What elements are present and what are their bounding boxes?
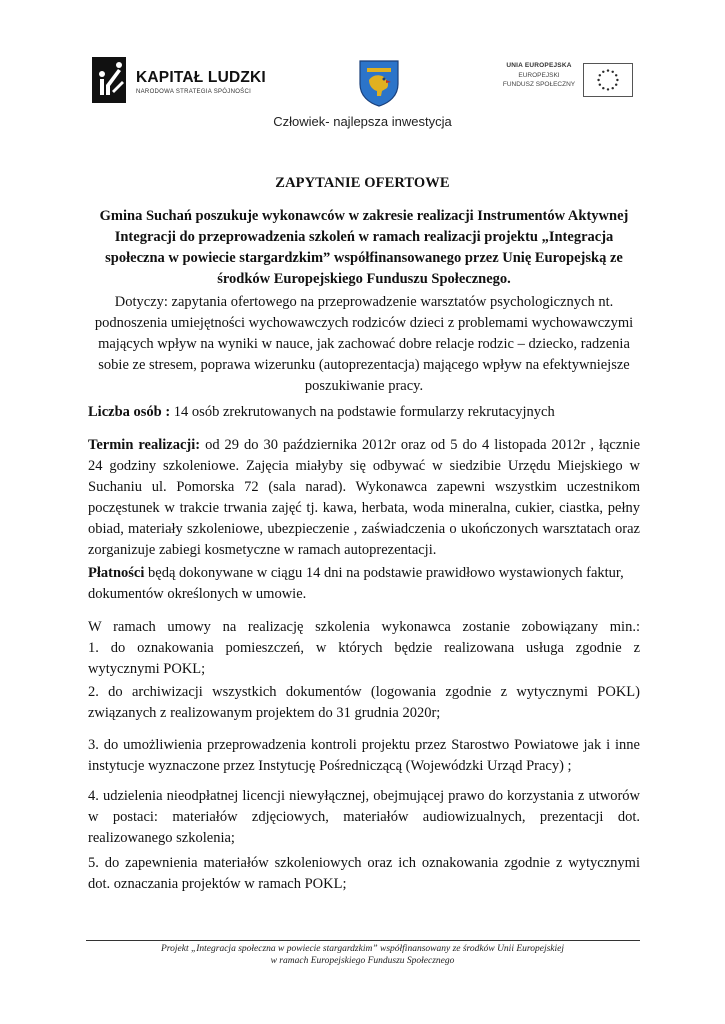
schedule-line: obiad, materiały szkoleniowe, ubezpieczenie , zaświadczenia o ukończonych warsztatach oraz bbox=[88, 521, 640, 537]
eu-logo-text bbox=[500, 60, 578, 88]
schedule-line: zorganizuje zabiegi kosmetyczne w ramach autoprezentacji. bbox=[88, 542, 437, 558]
schedule-label: Termin realizacji: bbox=[88, 437, 201, 453]
obligation-item-4-line: w postaci: materiałów zdjęciowych, materiałów audiowizualnych, prezentacji dot. bbox=[88, 809, 640, 825]
subject-line: Dotyczy: zapytania ofertowego na przeprowadzenie warsztatów psychologicznych nt. bbox=[114, 294, 614, 310]
obligation-item-2-line: 2. do archiwizacji wszystkich dokumentów (logowania zgodnie z wytycznymi POKL) bbox=[88, 684, 640, 700]
obligations-intro: W ramach umowy na realizację szkolenia wykonawca zostanie zobowiązany min.: bbox=[88, 619, 640, 635]
schedule-line bbox=[88, 435, 640, 456]
schedule-line: poczęstunek w trakcie trwania zajęć tj. kawa, herbata, woda mineralna, cukier, ciastka, pełny bbox=[88, 500, 640, 516]
subject-line: poszukiwanie pracy. bbox=[304, 378, 424, 394]
participants-paragraph bbox=[88, 402, 640, 423]
obligation-item-3 bbox=[88, 735, 640, 777]
motto: Człowiek- najlepsza inwestycja bbox=[273, 114, 452, 129]
subject-line: mających wpływ na wyniki w nauce, jak zachować dobre relacje rodzic – dziecko, radzenia bbox=[98, 336, 630, 352]
eu-flag-icon bbox=[583, 63, 633, 97]
obligation-item-4-line: realizowanego szkolenia; bbox=[88, 830, 235, 846]
coat-of-arms-icon bbox=[357, 58, 401, 108]
intro-line: społeczna w powiecie stargardzkim” współfinansowanego przez Unię Europejską ze bbox=[105, 250, 623, 266]
obligation-item-2-line: związanych z realizowanym projektem do 31 grudnia 2020r; bbox=[88, 705, 441, 721]
participants-value: 14 osób zrekrutowanych na podstawie formularzy rekrutacyjnych bbox=[170, 404, 555, 420]
payments-first-line: będą dokonywane w ciągu 14 dni na podstawie prawidłowo wystawionych faktur, bbox=[144, 565, 624, 581]
footer-line: Projekt „Integracja społeczna w powiecie stargardzkim” współfinansowany ze środków Unii Europejskiej bbox=[160, 944, 565, 954]
kapital-ludzki-title: KAPITAŁ LUDZKI bbox=[136, 69, 266, 86]
obligation-item-5 bbox=[88, 853, 640, 895]
obligation-item-5-line: dot. oznaczania projektów w ramach POKL; bbox=[88, 876, 347, 892]
schedule-line: 24 godziny szkoleniowe. Zajęcia miałyby się odbywać w siedzibie Urzędu Miejskiego w bbox=[88, 458, 640, 474]
obligations-paragraph bbox=[88, 617, 640, 680]
footer-divider bbox=[86, 940, 640, 941]
eu-logo bbox=[500, 60, 635, 100]
obligation-item-2 bbox=[88, 682, 640, 724]
footer bbox=[0, 943, 725, 967]
footer-line: w ramach Europejskiego Funduszu Społecznego bbox=[270, 956, 455, 966]
intro-line: Gmina Suchań poszukuje wykonawców w zakresie realizacji Instrumentów Aktywnej bbox=[99, 208, 629, 224]
obligation-item-3-line: 3. do umożliwienia przeprowadzenia kontroli projektu przez Starostwo Powiatowe jak i inne bbox=[88, 737, 640, 753]
payments-line bbox=[88, 563, 640, 584]
obligation-item-4-line: 4. udzielenia nieodpłatnej licencji niewyłącznej, obejmującej prawo do korzystania z utworów bbox=[88, 788, 640, 804]
kapital-ludzki-mark-icon bbox=[92, 55, 132, 105]
payments-line: dokumentów określonych w umowie. bbox=[88, 586, 307, 602]
eu-logo-line1: UNIA EUROPEJSKA bbox=[506, 62, 572, 69]
participants-line bbox=[88, 402, 640, 423]
obligation-item-4 bbox=[88, 786, 640, 849]
eu-logo-line3: FUNDUSZ SPOŁECZNY bbox=[502, 81, 576, 88]
payments-paragraph bbox=[88, 563, 640, 605]
intro-paragraph bbox=[88, 206, 640, 290]
intro-line: Integracji do przeprowadzenia szkoleń w ramach realizacji projektu „Integracja bbox=[114, 229, 614, 245]
subject-paragraph bbox=[88, 292, 640, 397]
subject-line: podnoszenia umiejętności wychowawczych rodziców dzieci z problemami wychowawczymi bbox=[94, 315, 634, 331]
schedule-line: Suchaniu ul. Pomorska 72 (sala narad). Wykonawca zapewni wszystkim uczestnikom bbox=[88, 479, 640, 495]
schedule-paragraph bbox=[88, 435, 640, 561]
obligation-item-5-line: 5. do zapewnienia materiałów szkoleniowych oraz ich oznakowania zgodnie z wytycznymi bbox=[88, 855, 640, 871]
kapital-ludzki-subtitle: NARODOWA STRATEGIA SPÓJNOŚCI bbox=[136, 89, 252, 95]
obligation-item-1-line: wytycznymi POKL; bbox=[88, 661, 206, 677]
kapital-ludzki-logo bbox=[92, 55, 266, 105]
participants-label: Liczba osób : bbox=[88, 404, 171, 420]
subject-line: sobie ze stresem, poprawa wizerunku (autoprezentacja) mającego wpływ na efektywniejsze bbox=[98, 357, 630, 373]
obligation-item-1-line: 1. do oznakowania pomieszczeń, w których będzie realizowana usługa zgodnie z bbox=[88, 640, 640, 656]
document-title: ZAPYTANIE OFERTOWE bbox=[275, 175, 450, 191]
intro-line: środków Europejskiego Funduszu Społecznego. bbox=[217, 271, 511, 287]
obligation-item-3-line: instytucje wyznaczone przez Instytucję Pośredniczącą (Wojewódzki Urząd Pracy) ; bbox=[88, 758, 572, 774]
eu-logo-line2: EUROPEJSKI bbox=[518, 72, 560, 79]
schedule-first-line: od 29 do 30 października 2012r oraz od 5 do 4 listopada 2012r , łącznie bbox=[200, 437, 640, 453]
payments-label: Płatności bbox=[88, 565, 145, 581]
